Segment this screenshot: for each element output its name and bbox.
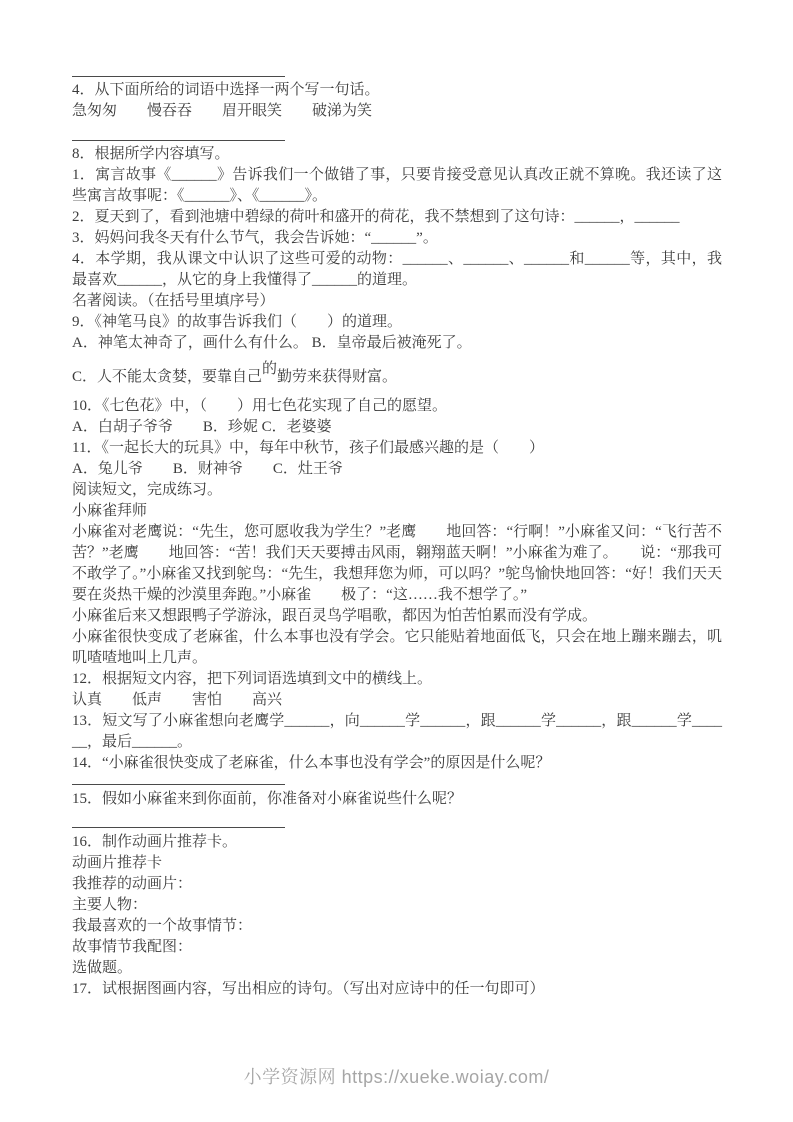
optional-question-note: 选做题。 xyxy=(72,960,133,976)
question-4-word-bank: 急匆匆 慢吞吞 眉开眼笑 破涕为笑 xyxy=(72,103,373,119)
recommendation-card-line-characters: 主要人物： xyxy=(72,897,148,913)
footer-site-url: https://xueke.woiay.com/ xyxy=(341,1067,550,1087)
question-8-item-3: 3．妈妈问我冬天有什么节气，我会告诉她：“______”。 xyxy=(72,230,438,246)
question-8-item-4: 4．本学期，我从课文中认识了这些可爱的动物：______、______、______和______等，其中，我最喜欢______，从它的身上我懂得了______的道理。 xyxy=(72,251,722,288)
question-15-prompt: 15．假如小麻雀来到你面前，你准备对小麻雀说些什么呢？ xyxy=(72,791,463,807)
question-10-options: A．白胡子爷爷 B．珍妮 C．老婆婆 xyxy=(72,419,332,435)
question-9-option-c xyxy=(72,361,722,388)
reading-passage-title: 小麻雀拜师 xyxy=(72,503,148,519)
question-8-item-2: 2．夏天到了，看到池塘中碧绿的荷叶和盛开的荷花，我不禁想到了这句诗：______，______ xyxy=(72,209,680,225)
question-9-stem: 9．《神笔马良》的故事告诉我们（ ）的道理。 xyxy=(72,314,403,330)
question-8-item-1: 1．寓言故事《______》告诉我们一个做错了事，只要肯接受意见认真改正就不算晚。我还读了这些寓言故事呢：《______》、《______》。 xyxy=(72,167,722,204)
answer-line-2 xyxy=(72,140,285,141)
reading-section-intro: 阅读短文，完成练习。 xyxy=(72,482,223,498)
footer-site-name: 小学资源网 xyxy=(243,1067,337,1087)
reading-passage-paragraph-2: 小麻雀后来又想跟鸭子学游泳，跟百灵鸟学唱歌，都因为怕苦怕累而没有学成。 xyxy=(72,608,598,624)
option-c-superscript: 的 xyxy=(262,361,278,377)
recommendation-card-line-film: 我推荐的动画片： xyxy=(72,876,193,892)
page-footer xyxy=(0,1063,793,1089)
question-13-prompt: 13．短文写了小麻雀想向老鹰学______，向______学______，跟______学______，跟______学______，最后______。 xyxy=(72,713,722,750)
question-4-prompt: 4．从下面所给的词语中选择一两个写一句话。 xyxy=(72,82,380,98)
question-16-prompt: 16．制作动画片推荐卡。 xyxy=(72,834,238,850)
reading-passage-paragraph-1: 小麻雀对老鹰说：“先生，您可愿收我为学生？”老鹰 地回答：“行啊！”小麻雀又问：“飞行苦不苦？”老鹰 地回答：“苦！我们天天要搏击风雨，翱翔蓝天啊！”小麻雀为难了。 说：“那我可不敢学了。”小麻雀又找到鸵鸟：“先生，我想拜您为师，可以吗？”鸵鸟愉快地回答：“好！我们天天要在炎热干燥的沙漠里奔跑。”小麻雀 极了：“这……我不想学了。” xyxy=(72,524,722,603)
option-c-text-post: 勤劳来获得财富。 xyxy=(277,369,398,385)
reading-passage-paragraph-3: 小麻雀很快变成了老麻雀，什么本事也没有学会。它只能贴着地面低飞，只会在地上蹦来蹦去，叽叽喳喳地叫上几声。 xyxy=(72,629,722,666)
answer-line-3 xyxy=(72,784,285,785)
question-12-prompt: 12．根据短文内容，把下列词语选填到文中的横线上。 xyxy=(72,671,433,687)
answer-line-4 xyxy=(72,827,285,828)
question-10-stem: 10．《七色花》中，（ ）用七色花实现了自己的愿望。 xyxy=(72,398,448,414)
question-9-options-ab: A．神笔太神奇了，画什么有什么。 B．皇帝最后被淹死了。 xyxy=(72,335,472,351)
recommendation-card-line-plot: 我最喜欢的一个故事情节： xyxy=(72,918,253,934)
recommendation-card-title: 动画片推荐卡 xyxy=(72,855,163,871)
answer-line-1 xyxy=(72,76,285,77)
question-12-word-bank: 认真 低声 害怕 高兴 xyxy=(72,692,283,708)
question-8-header: 8．根据所学内容填写。 xyxy=(72,146,230,162)
question-14-prompt: 14．“小麻雀很快变成了老麻雀，什么本事也没有学会”的原因是什么呢？ xyxy=(72,755,551,771)
recommendation-card-line-illustration: 故事情节我配图： xyxy=(72,939,193,955)
option-c-text-pre: C．人不能太贪婪，要靠自己 xyxy=(72,369,263,385)
section-note-famous-books: 名著阅读。（在括号里填序号） xyxy=(72,293,275,309)
question-11-options: A．兔儿爷 B．财神爷 C．灶王爷 xyxy=(72,461,343,477)
question-17-prompt: 17．试根据图画内容，写出相应的诗句。（写出对应诗中的任一句即可） xyxy=(72,981,545,997)
question-11-stem: 11．《一起长大的玩具》中，每年中秋节，孩子们最感兴趣的是（ ） xyxy=(72,440,544,456)
